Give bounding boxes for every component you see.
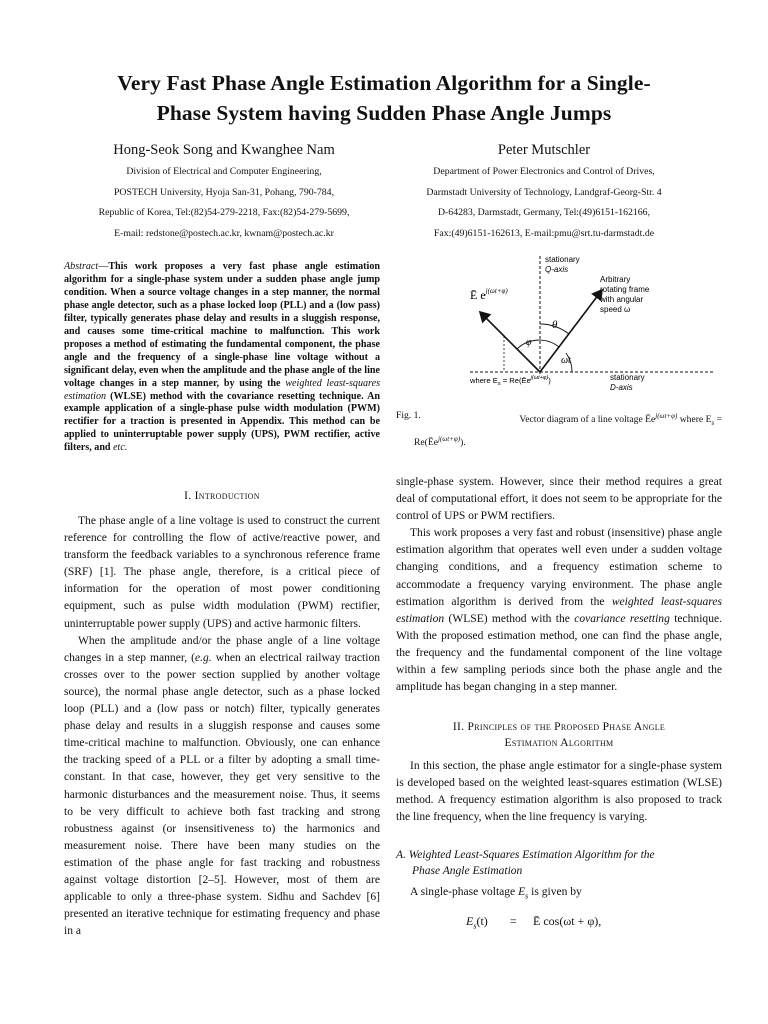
caption-prefix: Fig. 1.	[396, 410, 421, 421]
frame-label-3: with angular	[600, 295, 644, 304]
caption-line-2	[396, 431, 722, 451]
q-axis-label-1: stationary	[545, 255, 580, 264]
d-axis-label-2: D-axis	[610, 383, 633, 392]
intro-p4-text-c: technique. With the proposed estimation method, one can find the phase angle, the frequency and the fundamental component of the line voltage within a few sampling periods since both the phase angle and the amplitude has began changing in a step manner.	[396, 612, 722, 694]
intro-paragraph-1: The phase angle of a line voltage is used to construct the current reference for controlling the flow of active/reactive power, and transform the feedback variables to a synchronous reference frame (SRF) [1]. The phase angle, therefore, is a critical piece of information for the operation of most power conditioning equipment, such as pulse width modulation (PWM) rectifier, uninterruptable power supply (UPS) and active harmonic filters.	[64, 515, 380, 630]
caption-body	[519, 408, 722, 431]
right-column-body-top	[396, 474, 722, 696]
intro-p4-text-b: (WLSE) method with the	[444, 612, 575, 625]
intro-p2-em: e.g.	[195, 651, 212, 664]
vector-label	[470, 287, 508, 302]
frame-label-1: Arbitrary	[600, 275, 631, 284]
where-eq: = Re(Ēe	[500, 376, 531, 385]
principles-paragraph-1: In this section, the phase angle estimator for a single-phase system is developed based on the weighted least-squares estimation (WLSE) method. A frequency estimation algorithm is also proposed to track the line frequency, when the line frequency is varying.	[396, 760, 722, 824]
phi-arc	[517, 340, 559, 349]
eq-lhs-sub: s	[473, 921, 477, 931]
intro-p4-text-a: This work proposes a very fast and robust (insensitive) phase angle estimation algorithm that operates well even under a sudden voltage changing conditions, and a frequency estimation scheme to accommodate a frequency varying environment. The phase angle estimation algorithm is derived from the	[396, 527, 722, 608]
intro-paragraph-3-cont: single-phase system. However, since their method requires a great deal of computational effort, it does not seem to be appropriate for the control of UPS or PWM rectifiers.	[396, 476, 722, 523]
intro-p2-text-a: When the amplitude and/or the phase angle of a line voltage changes in a step manner, (	[64, 634, 380, 664]
left-column-body	[64, 513, 380, 940]
vector-diagram-figure	[460, 252, 720, 392]
intro-paragraph-4	[396, 525, 722, 696]
caption-line2-end: ).	[460, 437, 466, 449]
abstract-text-1: This work proposes a very fast phase angle estimation algorithm for a single-phase system under a sudden phase angle jump condition. When a source voltage changes in a step manner, the normal phase angle detector, such as a phase locked loop (PLL) and a (low pass) filter, typically generates phase delay and results in a sluggish response, and causes some time-critical machine to malfunction. This work proposes a method of estimating the fundamental component, the phase angle and the frequency of a single-phase line voltage without a significant delay, even when the amplitude and the phase angle of the line voltage changes in a step manner, by using the	[64, 261, 380, 389]
vector-label-base: Ē e	[470, 288, 486, 302]
vector-label-exponent: j(ωt+φ)	[485, 287, 508, 295]
equation-1-equals: =	[510, 914, 517, 928]
title-line-1: Very Fast Phase Angle Estimation Algorithm for a Single-	[117, 71, 651, 95]
subsection-heading-a	[396, 848, 722, 879]
eq-lhs-arg: (t)	[476, 914, 488, 928]
affil-right-email: Fax:(49)6151-162613, E-mail:pmu@srt.tu-darmstadt.de	[433, 227, 655, 239]
single-phase-voltage-text	[396, 884, 722, 904]
authors-right-affiliation	[380, 162, 708, 244]
where-exp: j(ωt+φ)	[530, 375, 549, 381]
abstract-em-etc: etc.	[113, 442, 128, 454]
subsection-heading-a-line-2: Phase Angle Estimation	[412, 864, 523, 877]
affil-left-email: E-mail: redstone@postech.ac.kr, kwnam@postech.ac.kr	[114, 227, 334, 239]
intro-p2-text-b: when an electrical railway traction crosses over to the power section supplied by another voltage source), the normal phase angle detector, such as a phase locked loop (PLL) and a (low pass or notch) filter, typically generates phase delay and results in a sluggish response and causes some time-critical machine to malfunction. Obviously, one can enhance the tracking speed of a PLL or a filter by adopting a small time-constant. In that case, however, they get very sensitive to the harmonic disturbances and the measurement noise. Thus, it seems to be very difficult to achieve both fast tracking and strong robustness against (or insensitiveness to) the harmonics and measurement noise. There have been many studies on the estimation of the phase angle for fast tracking and robustness against voltage distortion [2–5]. However, most of them are applicable to only a three-phase system. Sidhu and Sachdev [6] presented an iterative technique for estimating frequency and phase in a	[64, 651, 380, 938]
authors-left-affiliation	[60, 162, 388, 244]
caption-where: where E	[677, 414, 712, 426]
affil-right-line: D-64283, Darmstadt, Germany, Tel:(49)6151-162166,	[437, 207, 651, 218]
where-equation	[469, 375, 551, 387]
abstract-em-wlse: weighted least-squares estimation	[64, 377, 380, 402]
affil-right-line: Darmstadt University of Technology, Landgraf-Georg-Str. 4	[426, 186, 662, 198]
voltage-var: E	[518, 886, 526, 898]
paper-title	[40, 68, 728, 128]
abstract-label: Abstract	[64, 261, 99, 272]
abstract-dash: —	[98, 261, 109, 272]
abstract	[64, 261, 380, 455]
omega-t-symbol: ωt	[561, 355, 571, 366]
frame-label-2: rotating frame	[600, 285, 650, 294]
affil-left-line: Republic of Korea, Tel:(82)54-279-2218, Fax:(82)54-279-5699,	[98, 207, 350, 218]
caption-line-1	[396, 408, 722, 431]
frame-label-4: speed ω	[600, 305, 631, 314]
principles-body	[396, 758, 722, 826]
section-heading-principles-line-1: II. Principles of the Proposed Phase Angle	[452, 721, 666, 733]
rotating-frame-arrow	[540, 290, 602, 372]
section-heading-principles	[396, 720, 722, 751]
intro-p4-em-wlse: weighted least-squares estimation	[396, 595, 722, 625]
equation-1-lhs	[466, 914, 488, 930]
theta-symbol: θ	[552, 319, 558, 331]
where-sub: s	[497, 381, 501, 387]
voltage-intro-paragraph	[396, 884, 722, 904]
caption-text: Vector diagram of a line voltage Ēe	[519, 414, 656, 426]
phi-symbol: φ	[526, 337, 532, 348]
q-axis-label-2: Q-axis	[545, 265, 569, 274]
section-heading-principles-line-2: Estimation Algorithm	[504, 736, 614, 749]
affil-left-line: POSTECH University, Hyoja San-31, Pohang, 790-784,	[113, 186, 335, 198]
where-end: )	[548, 376, 551, 385]
affil-left-line: Division of Electrical and Computer Engineering,	[126, 166, 322, 177]
caption-exp: j(ωt+φ)	[655, 412, 678, 420]
where-text: where E	[470, 376, 498, 385]
figure-caption	[396, 408, 722, 451]
intro-p4-em-covariance: covariance resetting	[574, 612, 670, 625]
section-heading-introduction: I. Introduction	[184, 490, 260, 502]
voltage-var-sub: s	[525, 891, 529, 901]
intro-paragraph-2	[64, 633, 380, 941]
voltage-intro-text: A single-phase voltage	[410, 886, 519, 898]
caption-line2-exp: j(ωt+φ)	[437, 435, 461, 444]
authors-left-names: Hong-Seok Song and Kwanghee Nam	[113, 142, 335, 158]
voltage-intro-text-b: is given by	[528, 886, 582, 898]
subsection-heading-a-line-1: A. Weighted Least-Squares Estimation Algorithm for the	[396, 849, 655, 861]
eq-lhs-var: E	[466, 914, 474, 928]
d-axis-label-1: stationary	[610, 373, 645, 382]
authors-right-names: Peter Mutschler	[497, 142, 591, 158]
affil-right-line: Department of Power Electronics and Control of Drives,	[433, 166, 655, 177]
caption-line2-text: Re(Ēe	[414, 437, 438, 449]
caption-sub: s	[711, 419, 715, 428]
abstract-text-2: (WLSE) method with the covariance resetting technique. An example application of a single-phase pulse width modulation (PWM) rectifier for a traction is presented in Appendix. This method can be applied to uninterruptable power supply (UPS), PWM rectifier, active filters, and	[64, 390, 380, 454]
title-line-2: Phase System having Sudden Phase Angle Jumps	[156, 101, 612, 125]
equation-1-rhs: Ē cos(ωt + φ),	[533, 914, 602, 928]
caption-eq: =	[714, 414, 722, 426]
